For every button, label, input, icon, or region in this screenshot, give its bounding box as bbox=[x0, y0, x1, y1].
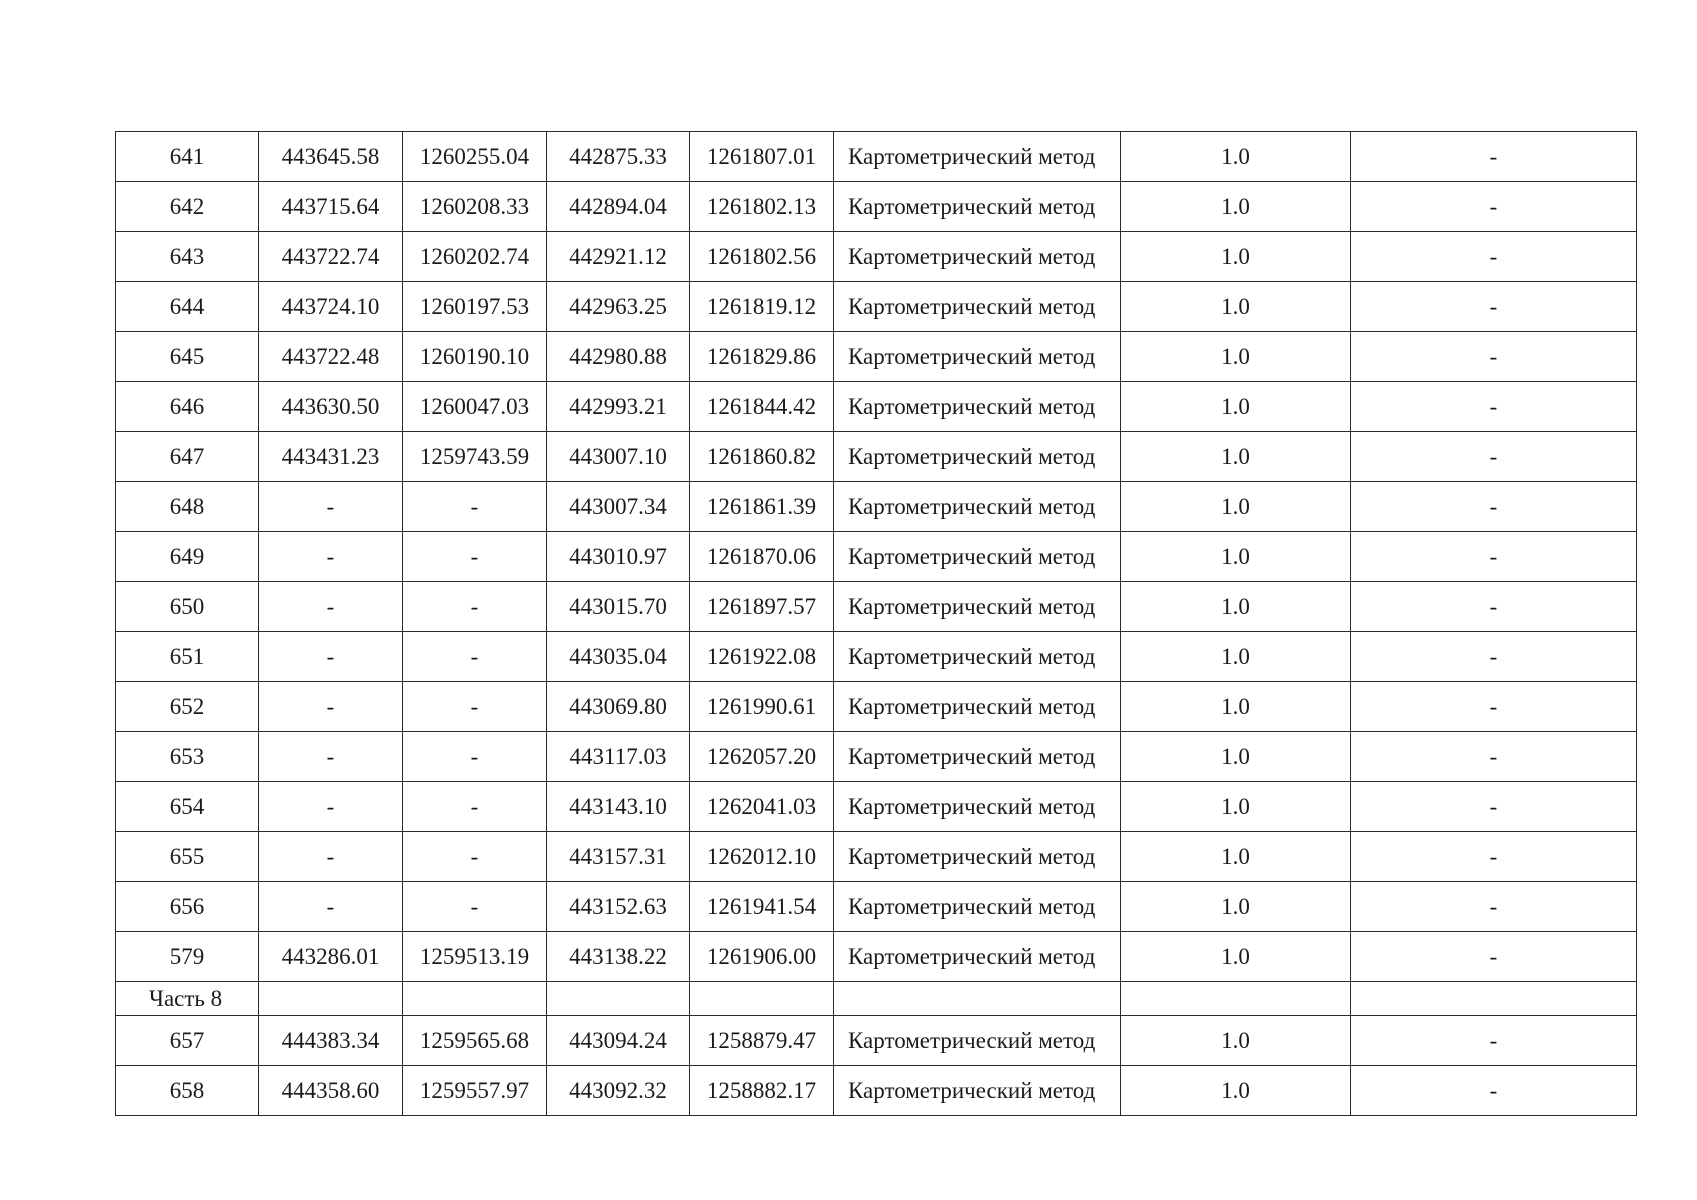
method-cell: Картометрический метод bbox=[834, 1016, 1121, 1066]
point-number-cell: 649 bbox=[116, 532, 259, 582]
old-y-cell: - bbox=[403, 632, 547, 682]
point-number-cell: 654 bbox=[116, 782, 259, 832]
old-y-cell: 1260047.03 bbox=[403, 382, 547, 432]
method-cell: Картометрический метод bbox=[834, 1066, 1121, 1116]
precision-cell: 1.0 bbox=[1121, 382, 1351, 432]
description-cell: - bbox=[1351, 882, 1637, 932]
new-x-cell: 443152.63 bbox=[547, 882, 690, 932]
description-cell: - bbox=[1351, 932, 1637, 982]
new-y-cell: 1262012.10 bbox=[690, 832, 834, 882]
description-cell: - bbox=[1351, 332, 1637, 382]
empty-cell bbox=[1351, 982, 1637, 1016]
coordinates-table bbox=[115, 131, 1637, 1116]
method-cell: Картометрический метод bbox=[834, 182, 1121, 232]
table-row bbox=[116, 832, 1637, 882]
point-number-cell: 579 bbox=[116, 932, 259, 982]
new-y-cell: 1261861.39 bbox=[690, 482, 834, 532]
precision-cell: 1.0 bbox=[1121, 732, 1351, 782]
old-y-cell: 1259513.19 bbox=[403, 932, 547, 982]
method-cell: Картометрический метод bbox=[834, 582, 1121, 632]
table-row bbox=[116, 532, 1637, 582]
old-y-cell: 1260190.10 bbox=[403, 332, 547, 382]
new-y-cell: 1261870.06 bbox=[690, 532, 834, 582]
precision-cell: 1.0 bbox=[1121, 582, 1351, 632]
table-row bbox=[116, 432, 1637, 482]
empty-cell bbox=[690, 982, 834, 1016]
table-row bbox=[116, 582, 1637, 632]
old-x-cell: 443630.50 bbox=[259, 382, 403, 432]
new-x-cell: 443069.80 bbox=[547, 682, 690, 732]
point-number-cell: 652 bbox=[116, 682, 259, 732]
new-y-cell: 1261807.01 bbox=[690, 132, 834, 182]
new-x-cell: 442921.12 bbox=[547, 232, 690, 282]
description-cell: - bbox=[1351, 632, 1637, 682]
precision-cell: 1.0 bbox=[1121, 682, 1351, 732]
old-x-cell: 443645.58 bbox=[259, 132, 403, 182]
method-cell: Картометрический метод bbox=[834, 782, 1121, 832]
old-x-cell: - bbox=[259, 482, 403, 532]
new-x-cell: 443007.10 bbox=[547, 432, 690, 482]
point-number-cell: 657 bbox=[116, 1016, 259, 1066]
method-cell: Картометрический метод bbox=[834, 732, 1121, 782]
old-y-cell: - bbox=[403, 582, 547, 632]
method-cell: Картометрический метод bbox=[834, 532, 1121, 582]
table-row bbox=[116, 182, 1637, 232]
new-x-cell: 442993.21 bbox=[547, 382, 690, 432]
table-row bbox=[116, 932, 1637, 982]
old-y-cell: - bbox=[403, 532, 547, 582]
old-x-cell: - bbox=[259, 582, 403, 632]
old-y-cell: - bbox=[403, 482, 547, 532]
new-y-cell: 1261802.13 bbox=[690, 182, 834, 232]
old-x-cell: - bbox=[259, 832, 403, 882]
point-number-cell: 656 bbox=[116, 882, 259, 932]
method-cell: Картометрический метод bbox=[834, 282, 1121, 332]
method-cell: Картометрический метод bbox=[834, 882, 1121, 932]
new-y-cell: 1258879.47 bbox=[690, 1016, 834, 1066]
table-row bbox=[116, 1066, 1637, 1116]
description-cell: - bbox=[1351, 1016, 1637, 1066]
empty-cell bbox=[259, 982, 403, 1016]
description-cell: - bbox=[1351, 232, 1637, 282]
new-x-cell: 443117.03 bbox=[547, 732, 690, 782]
section-label: Часть 8 bbox=[116, 982, 259, 1016]
table-row bbox=[116, 732, 1637, 782]
precision-cell: 1.0 bbox=[1121, 832, 1351, 882]
description-cell: - bbox=[1351, 182, 1637, 232]
old-x-cell: 443431.23 bbox=[259, 432, 403, 482]
method-cell: Картометрический метод bbox=[834, 332, 1121, 382]
old-x-cell: 443724.10 bbox=[259, 282, 403, 332]
point-number-cell: 645 bbox=[116, 332, 259, 382]
old-y-cell: 1259557.97 bbox=[403, 1066, 547, 1116]
precision-cell: 1.0 bbox=[1121, 932, 1351, 982]
table-row bbox=[116, 232, 1637, 282]
new-x-cell: 443094.24 bbox=[547, 1016, 690, 1066]
description-cell: - bbox=[1351, 732, 1637, 782]
method-cell: Картометрический метод bbox=[834, 482, 1121, 532]
table-row bbox=[116, 482, 1637, 532]
description-cell: - bbox=[1351, 132, 1637, 182]
old-x-cell: 444358.60 bbox=[259, 1066, 403, 1116]
old-x-cell: 443722.74 bbox=[259, 232, 403, 282]
method-cell: Картометрический метод bbox=[834, 232, 1121, 282]
old-x-cell: - bbox=[259, 732, 403, 782]
point-number-cell: 650 bbox=[116, 582, 259, 632]
table-row bbox=[116, 782, 1637, 832]
precision-cell: 1.0 bbox=[1121, 482, 1351, 532]
point-number-cell: 651 bbox=[116, 632, 259, 682]
old-y-cell: 1260197.53 bbox=[403, 282, 547, 332]
new-x-cell: 443015.70 bbox=[547, 582, 690, 632]
old-y-cell: 1259565.68 bbox=[403, 1016, 547, 1066]
table-row bbox=[116, 382, 1637, 432]
table-row bbox=[116, 282, 1637, 332]
new-y-cell: 1258882.17 bbox=[690, 1066, 834, 1116]
description-cell: - bbox=[1351, 432, 1637, 482]
old-x-cell: - bbox=[259, 682, 403, 732]
method-cell: Картометрический метод bbox=[834, 632, 1121, 682]
table-row bbox=[116, 1016, 1637, 1066]
old-x-cell: - bbox=[259, 632, 403, 682]
new-x-cell: 443143.10 bbox=[547, 782, 690, 832]
precision-cell: 1.0 bbox=[1121, 332, 1351, 382]
point-number-cell: 647 bbox=[116, 432, 259, 482]
point-number-cell: 643 bbox=[116, 232, 259, 282]
description-cell: - bbox=[1351, 832, 1637, 882]
new-x-cell: 442875.33 bbox=[547, 132, 690, 182]
precision-cell: 1.0 bbox=[1121, 632, 1351, 682]
new-y-cell: 1261819.12 bbox=[690, 282, 834, 332]
new-y-cell: 1261802.56 bbox=[690, 232, 834, 282]
empty-cell bbox=[547, 982, 690, 1016]
table-body bbox=[116, 132, 1637, 1116]
old-y-cell: 1260202.74 bbox=[403, 232, 547, 282]
point-number-cell: 641 bbox=[116, 132, 259, 182]
method-cell: Картометрический метод bbox=[834, 132, 1121, 182]
old-x-cell: - bbox=[259, 532, 403, 582]
point-number-cell: 644 bbox=[116, 282, 259, 332]
old-y-cell: 1260208.33 bbox=[403, 182, 547, 232]
empty-cell bbox=[1121, 982, 1351, 1016]
new-x-cell: 442980.88 bbox=[547, 332, 690, 382]
table-row bbox=[116, 132, 1637, 182]
new-y-cell: 1262057.20 bbox=[690, 732, 834, 782]
old-x-cell: 443715.64 bbox=[259, 182, 403, 232]
empty-cell bbox=[834, 982, 1121, 1016]
precision-cell: 1.0 bbox=[1121, 432, 1351, 482]
point-number-cell: 655 bbox=[116, 832, 259, 882]
new-y-cell: 1261897.57 bbox=[690, 582, 834, 632]
new-x-cell: 443035.04 bbox=[547, 632, 690, 682]
table-row bbox=[116, 332, 1637, 382]
description-cell: - bbox=[1351, 582, 1637, 632]
table-row bbox=[116, 682, 1637, 732]
description-cell: - bbox=[1351, 1066, 1637, 1116]
description-cell: - bbox=[1351, 532, 1637, 582]
section-row bbox=[116, 982, 1637, 1016]
precision-cell: 1.0 bbox=[1121, 132, 1351, 182]
new-y-cell: 1261941.54 bbox=[690, 882, 834, 932]
new-x-cell: 443157.31 bbox=[547, 832, 690, 882]
new-x-cell: 442963.25 bbox=[547, 282, 690, 332]
point-number-cell: 653 bbox=[116, 732, 259, 782]
new-x-cell: 443007.34 bbox=[547, 482, 690, 532]
method-cell: Картометрический метод bbox=[834, 432, 1121, 482]
description-cell: - bbox=[1351, 682, 1637, 732]
precision-cell: 1.0 bbox=[1121, 282, 1351, 332]
precision-cell: 1.0 bbox=[1121, 1066, 1351, 1116]
new-x-cell: 443138.22 bbox=[547, 932, 690, 982]
precision-cell: 1.0 bbox=[1121, 532, 1351, 582]
precision-cell: 1.0 bbox=[1121, 882, 1351, 932]
old-y-cell: 1259743.59 bbox=[403, 432, 547, 482]
precision-cell: 1.0 bbox=[1121, 1016, 1351, 1066]
new-x-cell: 443010.97 bbox=[547, 532, 690, 582]
new-x-cell: 443092.32 bbox=[547, 1066, 690, 1116]
new-y-cell: 1261844.42 bbox=[690, 382, 834, 432]
new-y-cell: 1261990.61 bbox=[690, 682, 834, 732]
description-cell: - bbox=[1351, 382, 1637, 432]
new-y-cell: 1261922.08 bbox=[690, 632, 834, 682]
old-x-cell: 444383.34 bbox=[259, 1016, 403, 1066]
old-y-cell: - bbox=[403, 682, 547, 732]
new-y-cell: 1261860.82 bbox=[690, 432, 834, 482]
old-x-cell: - bbox=[259, 882, 403, 932]
description-cell: - bbox=[1351, 782, 1637, 832]
old-y-cell: 1260255.04 bbox=[403, 132, 547, 182]
description-cell: - bbox=[1351, 282, 1637, 332]
old-x-cell: 443286.01 bbox=[259, 932, 403, 982]
point-number-cell: 642 bbox=[116, 182, 259, 232]
old-y-cell: - bbox=[403, 732, 547, 782]
description-cell: - bbox=[1351, 482, 1637, 532]
point-number-cell: 658 bbox=[116, 1066, 259, 1116]
new-x-cell: 442894.04 bbox=[547, 182, 690, 232]
table-row bbox=[116, 882, 1637, 932]
old-x-cell: - bbox=[259, 782, 403, 832]
new-y-cell: 1261829.86 bbox=[690, 332, 834, 382]
old-y-cell: - bbox=[403, 882, 547, 932]
method-cell: Картометрический метод bbox=[834, 382, 1121, 432]
empty-cell bbox=[403, 982, 547, 1016]
old-y-cell: - bbox=[403, 832, 547, 882]
point-number-cell: 646 bbox=[116, 382, 259, 432]
method-cell: Картометрический метод bbox=[834, 832, 1121, 882]
precision-cell: 1.0 bbox=[1121, 182, 1351, 232]
new-y-cell: 1262041.03 bbox=[690, 782, 834, 832]
table-row bbox=[116, 632, 1637, 682]
method-cell: Картометрический метод bbox=[834, 682, 1121, 732]
point-number-cell: 648 bbox=[116, 482, 259, 532]
old-x-cell: 443722.48 bbox=[259, 332, 403, 382]
method-cell: Картометрический метод bbox=[834, 932, 1121, 982]
precision-cell: 1.0 bbox=[1121, 232, 1351, 282]
precision-cell: 1.0 bbox=[1121, 782, 1351, 832]
old-y-cell: - bbox=[403, 782, 547, 832]
new-y-cell: 1261906.00 bbox=[690, 932, 834, 982]
